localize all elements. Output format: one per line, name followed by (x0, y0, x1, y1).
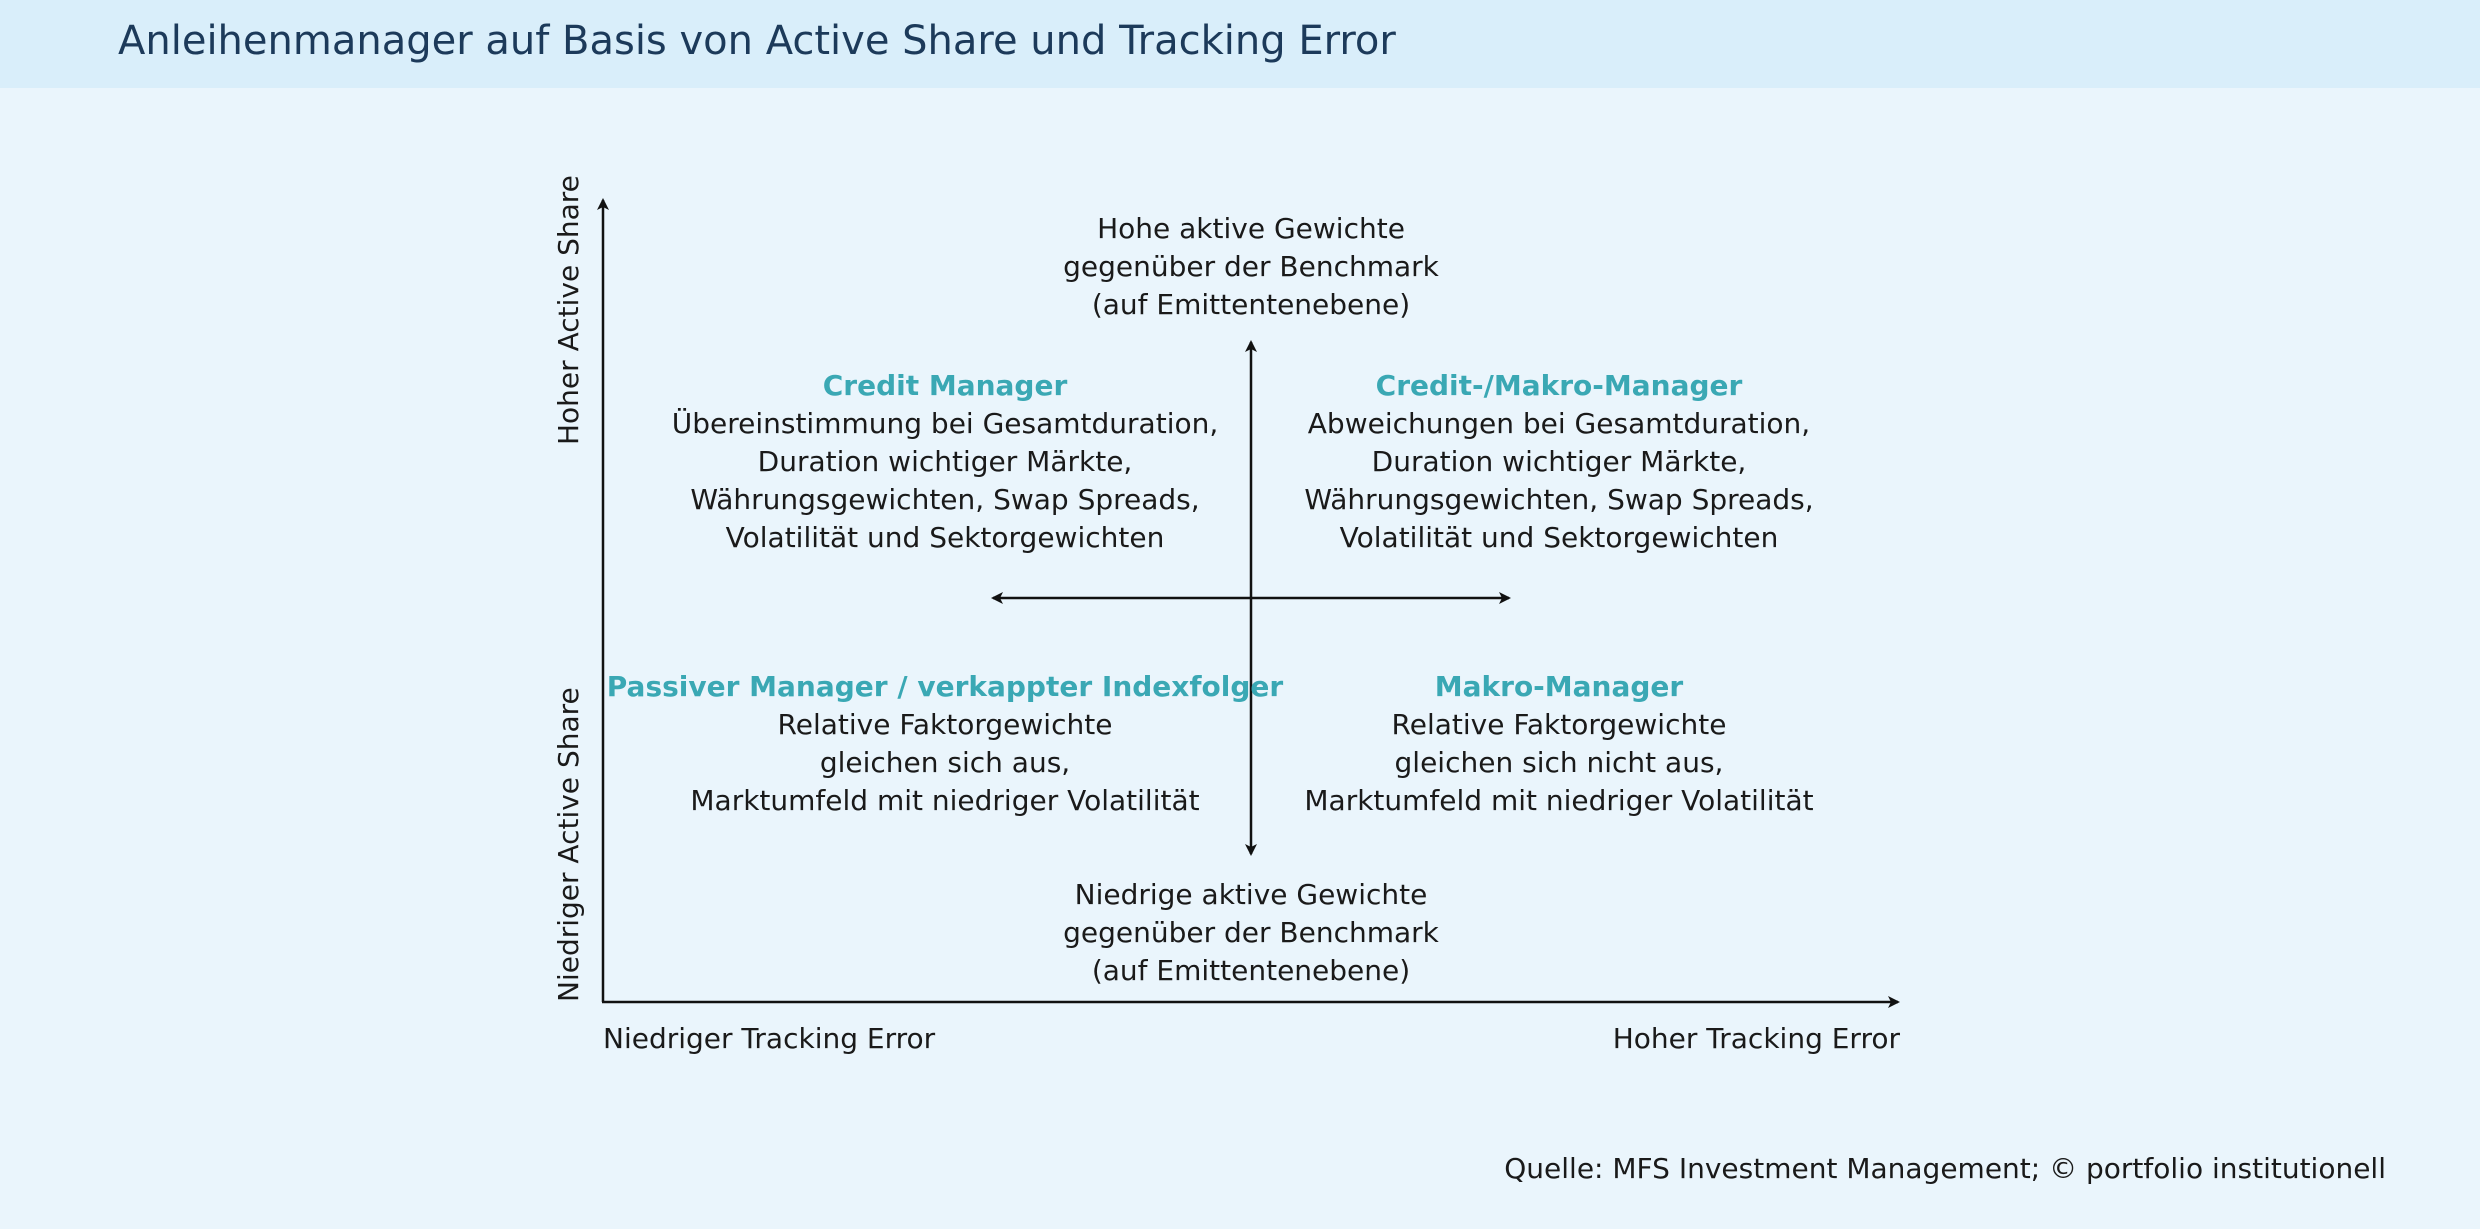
quadrant-line: Währungsgewichten, Swap Spreads, (1304, 483, 1814, 516)
quadrant-line: Relative Faktorgewichte (777, 708, 1113, 741)
inner-bottom-line-3: (auf Emittentenebene) (1091, 954, 1411, 987)
quadrant-line: Relative Faktorgewichte (1391, 708, 1727, 741)
quadrant-makro-manager (1259, 668, 1859, 820)
x-axis-right-label: Hoher Tracking Error (1612, 1022, 1900, 1055)
quadrant-line: Marktumfeld mit niedriger Volatilität (690, 784, 1200, 817)
y-axis-bottom-label: Niedriger Active Share (552, 687, 585, 1002)
y-axis-top-label: Hoher Active Share (552, 175, 585, 445)
page-title: Anleihenmanager auf Basis von Active Share und Tracking Error (118, 18, 1396, 64)
quadrant-title: Credit-/Makro-Manager (1375, 369, 1743, 402)
quadrant-credit-manager (645, 367, 1245, 557)
quadrant-line: Duration wichtiger Märkte, (757, 445, 1133, 478)
inner-axis-top-text (1051, 210, 1451, 324)
quadrant-credit-makro-manager (1259, 367, 1859, 557)
quadrant-line: Volatilität und Sektorgewichten (725, 521, 1165, 554)
quadrant-line: Volatilität und Sektorgewichten (1339, 521, 1779, 554)
quadrant-title: Credit Manager (822, 369, 1068, 402)
quadrant-passiver-manager (600, 668, 1290, 820)
inner-top-line-3: (auf Emittentenebene) (1091, 288, 1411, 321)
quadrant-line: Marktumfeld mit niedriger Volatilität (1304, 784, 1814, 817)
quadrant-title: Passiver Manager / verkappter Indexfolger (606, 670, 1284, 703)
inner-bottom-line-1: Niedrige aktive Gewichte (1074, 878, 1428, 911)
quadrant-line: Übereinstimmung bei Gesamtduration, (671, 407, 1219, 440)
quadrant-line: Währungsgewichten, Swap Spreads, (690, 483, 1200, 516)
quadrant-line: gleichen sich nicht aus, (1394, 746, 1724, 779)
x-axis-left-label: Niedriger Tracking Error (603, 1022, 936, 1055)
quadrant-line: Duration wichtiger Märkte, (1371, 445, 1747, 478)
quadrant-line: Abweichungen bei Gesamtduration, (1307, 407, 1811, 440)
inner-axis-bottom-text (1051, 876, 1451, 990)
inner-bottom-line-2: gegenüber der Benchmark (1063, 916, 1439, 949)
inner-top-line-2: gegenüber der Benchmark (1063, 250, 1439, 283)
quadrant-title: Makro-Manager (1434, 670, 1684, 703)
source-note: Quelle: MFS Investment Management; © portfolio institutionell (1504, 1152, 2386, 1185)
inner-top-line-1: Hohe aktive Gewichte (1097, 212, 1405, 245)
quadrant-line: gleichen sich aus, (819, 746, 1071, 779)
